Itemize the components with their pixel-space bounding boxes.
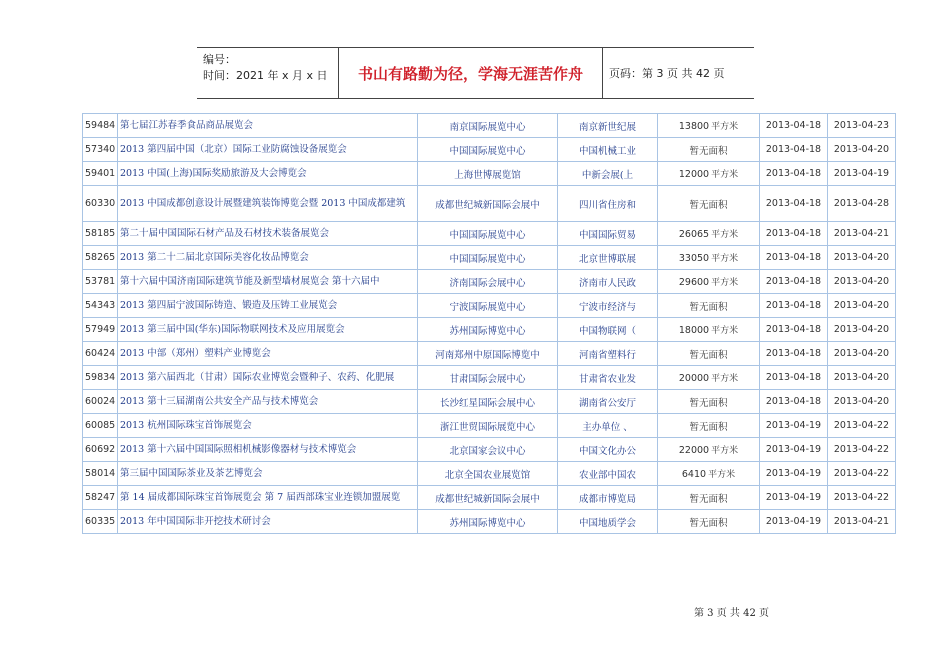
exhibition-organizer: 中国机械工业 bbox=[558, 138, 658, 162]
table-row bbox=[83, 438, 896, 462]
exhibition-organizer: 四川省住房和 bbox=[558, 186, 658, 222]
start-date: 2013-04-18 bbox=[760, 342, 828, 366]
end-date: 2013-04-23 bbox=[828, 114, 896, 138]
exhibition-name[interactable]: 2013 中国(上海)国际奖励旅游及大会博览会 bbox=[118, 162, 418, 186]
exhibition-id: 58014 bbox=[83, 462, 118, 486]
exhibition-name[interactable]: 2013 年中国国际非开挖技术研讨会 bbox=[118, 510, 418, 534]
exhibition-venue: 苏州国际博览中心 bbox=[418, 510, 558, 534]
exhibition-id: 60692 bbox=[83, 438, 118, 462]
area-value: 26065 bbox=[678, 229, 710, 240]
exhibition-venue: 宁波国际展览中心 bbox=[418, 294, 558, 318]
exhibition-id: 60335 bbox=[83, 510, 118, 534]
area-value: 暂无面积 bbox=[689, 301, 728, 313]
area-unit: 平方米 bbox=[711, 230, 739, 240]
time-label: 时间：2021 年 x 月 x 日 bbox=[203, 69, 328, 82]
end-date: 2013-04-19 bbox=[828, 162, 896, 186]
exhibition-organizer: 中国地质学会 bbox=[558, 510, 658, 534]
start-date: 2013-04-19 bbox=[760, 438, 828, 462]
exhibition-id: 59484 bbox=[83, 114, 118, 138]
exhibition-venue: 浙江世贸国际展览中心 bbox=[418, 414, 558, 438]
exhibition-organizer: 中新会展(上 bbox=[558, 162, 658, 186]
header-page-number: 页码：第 3 页 共 42 页 bbox=[609, 67, 725, 80]
exhibition-name[interactable]: 第十六届中国济南国际建筑节能及新型墙材展览会 第十六届中 bbox=[118, 270, 418, 294]
exhibition-area bbox=[658, 510, 760, 534]
exhibition-area bbox=[658, 294, 760, 318]
table-row bbox=[83, 114, 896, 138]
exhibition-id: 60424 bbox=[83, 342, 118, 366]
end-date: 2013-04-22 bbox=[828, 462, 896, 486]
table-row bbox=[83, 390, 896, 414]
exhibition-name[interactable]: 第七届江苏春季食品商品展览会 bbox=[118, 114, 418, 138]
exhibition-table-body bbox=[83, 114, 896, 534]
exhibition-name[interactable]: 2013 中部（郑州）塑料产业博览会 bbox=[118, 342, 418, 366]
start-date: 2013-04-19 bbox=[760, 414, 828, 438]
exhibition-id: 60085 bbox=[83, 414, 118, 438]
exhibition-venue: 河南郑州中原国际博览中 bbox=[418, 342, 558, 366]
area-unit: 平方米 bbox=[711, 374, 739, 384]
exhibition-venue: 成都世纪城新国际会展中 bbox=[418, 486, 558, 510]
end-date: 2013-04-28 bbox=[828, 186, 896, 222]
exhibition-organizer: 成都市博览局 bbox=[558, 486, 658, 510]
end-date: 2013-04-21 bbox=[828, 222, 896, 246]
exhibition-name[interactable]: 2013 第四届中国（北京）国际工业防腐蚀设备展览会 bbox=[118, 138, 418, 162]
exhibition-area bbox=[658, 462, 760, 486]
number-label: 编号： bbox=[203, 53, 236, 66]
exhibition-venue: 中国国际展览中心 bbox=[418, 138, 558, 162]
area-value: 暂无面积 bbox=[689, 199, 728, 211]
exhibition-area bbox=[658, 246, 760, 270]
end-date: 2013-04-20 bbox=[828, 246, 896, 270]
exhibition-area bbox=[658, 186, 760, 222]
start-date: 2013-04-18 bbox=[760, 246, 828, 270]
exhibition-id: 60024 bbox=[83, 390, 118, 414]
table-row bbox=[83, 222, 896, 246]
end-date: 2013-04-20 bbox=[828, 390, 896, 414]
table-row bbox=[83, 318, 896, 342]
exhibition-venue: 中国国际展览中心 bbox=[418, 222, 558, 246]
exhibition-venue: 北京国家会议中心 bbox=[418, 438, 558, 462]
area-unit: 平方米 bbox=[711, 254, 739, 264]
end-date: 2013-04-21 bbox=[828, 510, 896, 534]
exhibition-area bbox=[658, 366, 760, 390]
area-value: 33050 bbox=[678, 253, 710, 264]
exhibition-name[interactable]: 2013 第二十二届北京国际美容化妆品博览会 bbox=[118, 246, 418, 270]
start-date: 2013-04-18 bbox=[760, 294, 828, 318]
exhibition-name[interactable]: 2013 第十六届中国国际照相机械影像器材与技术博览会 bbox=[118, 438, 418, 462]
area-unit: 平方米 bbox=[711, 446, 739, 456]
area-unit: 平方米 bbox=[711, 122, 739, 132]
start-date: 2013-04-18 bbox=[760, 114, 828, 138]
start-date: 2013-04-18 bbox=[760, 366, 828, 390]
end-date: 2013-04-22 bbox=[828, 414, 896, 438]
start-date: 2013-04-18 bbox=[760, 138, 828, 162]
end-date: 2013-04-22 bbox=[828, 438, 896, 462]
exhibition-table bbox=[82, 113, 896, 534]
exhibition-venue: 北京全国农业展览馆 bbox=[418, 462, 558, 486]
exhibition-name[interactable]: 2013 杭州国际珠宝首饰展览会 bbox=[118, 414, 418, 438]
page-header bbox=[197, 47, 754, 99]
table-row bbox=[83, 270, 896, 294]
table-row bbox=[83, 162, 896, 186]
area-value: 暂无面积 bbox=[689, 421, 728, 433]
start-date: 2013-04-18 bbox=[760, 186, 828, 222]
exhibition-venue: 苏州国际博览中心 bbox=[418, 318, 558, 342]
exhibition-name[interactable]: 2013 第四届宁波国际铸造、锻造及压铸工业展览会 bbox=[118, 294, 418, 318]
exhibition-area bbox=[658, 342, 760, 366]
exhibition-id: 57949 bbox=[83, 318, 118, 342]
end-date: 2013-04-20 bbox=[828, 294, 896, 318]
area-unit: 平方米 bbox=[711, 326, 739, 336]
area-value: 暂无面积 bbox=[689, 349, 728, 361]
exhibition-name[interactable]: 第三届中国国际茶业及茶艺博览会 bbox=[118, 462, 418, 486]
exhibition-area bbox=[658, 486, 760, 510]
area-value: 22000 bbox=[678, 445, 710, 456]
exhibition-organizer: 中国物联网（ bbox=[558, 318, 658, 342]
page-footer: 第 3 页 共 42 页 bbox=[694, 608, 769, 619]
area-value: 18000 bbox=[678, 325, 710, 336]
exhibition-name[interactable]: 2013 第三届中国(华东)国际物联网技术及应用展览会 bbox=[118, 318, 418, 342]
exhibition-organizer: 宁波市经济与 bbox=[558, 294, 658, 318]
area-value: 暂无面积 bbox=[689, 517, 728, 529]
exhibition-id: 59401 bbox=[83, 162, 118, 186]
table-row bbox=[83, 342, 896, 366]
table-row bbox=[83, 294, 896, 318]
exhibition-organizer: 主办单位 、 bbox=[558, 414, 658, 438]
exhibition-id: 57340 bbox=[83, 138, 118, 162]
header-motto: 书山有路勤为径，学海无涯苦作舟 bbox=[339, 48, 603, 98]
exhibition-area bbox=[658, 114, 760, 138]
exhibition-organizer: 甘肃省农业发 bbox=[558, 366, 658, 390]
exhibition-area bbox=[658, 270, 760, 294]
end-date: 2013-04-22 bbox=[828, 486, 896, 510]
start-date: 2013-04-19 bbox=[760, 462, 828, 486]
area-value: 13800 bbox=[678, 121, 710, 132]
exhibition-id: 53781 bbox=[83, 270, 118, 294]
exhibition-name[interactable]: 2013 第十三届湖南公共安全产品与技术博览会 bbox=[118, 390, 418, 414]
exhibition-venue: 长沙红星国际会展中心 bbox=[418, 390, 558, 414]
area-value: 暂无面积 bbox=[689, 145, 728, 157]
table-row bbox=[83, 186, 896, 222]
exhibition-organizer: 南京新世纪展 bbox=[558, 114, 658, 138]
exhibition-area bbox=[658, 438, 760, 462]
end-date: 2013-04-20 bbox=[828, 270, 896, 294]
table-row bbox=[83, 510, 896, 534]
exhibition-id: 60330 bbox=[83, 186, 118, 222]
exhibition-organizer: 中国文化办公 bbox=[558, 438, 658, 462]
exhibition-name[interactable]: 2013 中国成都创意设计展暨建筑装饰博览会暨 2013 中国成都建筑 bbox=[118, 186, 418, 222]
exhibition-venue: 济南国际会展中心 bbox=[418, 270, 558, 294]
area-value: 6410 bbox=[681, 469, 707, 480]
exhibition-organizer: 河南省塑料行 bbox=[558, 342, 658, 366]
exhibition-id: 59834 bbox=[83, 366, 118, 390]
exhibition-name[interactable]: 第 14 届成都国际珠宝首饰展览会 第 7 届西部珠宝业连锁加盟展览 bbox=[118, 486, 418, 510]
exhibition-name[interactable]: 第二十届中国国际石材产品及石材技术装备展览会 bbox=[118, 222, 418, 246]
exhibition-organizer: 中国国际贸易 bbox=[558, 222, 658, 246]
exhibition-organizer: 北京世博联展 bbox=[558, 246, 658, 270]
table-row bbox=[83, 462, 896, 486]
exhibition-name[interactable]: 2013 第六届西北（甘肃）国际农业博览会暨种子、农药、化肥展 bbox=[118, 366, 418, 390]
exhibition-organizer: 湖南省公安厅 bbox=[558, 390, 658, 414]
exhibition-id: 58265 bbox=[83, 246, 118, 270]
table-row bbox=[83, 138, 896, 162]
table-row bbox=[83, 486, 896, 510]
area-value: 29600 bbox=[678, 277, 710, 288]
area-unit: 平方米 bbox=[711, 170, 739, 180]
exhibition-venue: 南京国际展览中心 bbox=[418, 114, 558, 138]
exhibition-venue: 甘肃国际会展中心 bbox=[418, 366, 558, 390]
exhibition-area bbox=[658, 222, 760, 246]
exhibition-area bbox=[658, 414, 760, 438]
start-date: 2013-04-18 bbox=[760, 270, 828, 294]
exhibition-venue: 中国国际展览中心 bbox=[418, 246, 558, 270]
exhibition-id: 54343 bbox=[83, 294, 118, 318]
area-value: 暂无面积 bbox=[689, 397, 728, 409]
area-value: 12000 bbox=[678, 169, 710, 180]
exhibition-area bbox=[658, 162, 760, 186]
area-unit: 平方米 bbox=[708, 470, 736, 480]
end-date: 2013-04-20 bbox=[828, 138, 896, 162]
header-info bbox=[197, 48, 339, 98]
exhibition-id: 58247 bbox=[83, 486, 118, 510]
exhibition-venue: 上海世博展览馆 bbox=[418, 162, 558, 186]
start-date: 2013-04-18 bbox=[760, 390, 828, 414]
area-value: 暂无面积 bbox=[689, 493, 728, 505]
end-date: 2013-04-20 bbox=[828, 318, 896, 342]
exhibition-area bbox=[658, 138, 760, 162]
table-row bbox=[83, 414, 896, 438]
exhibition-area bbox=[658, 390, 760, 414]
area-unit: 平方米 bbox=[711, 278, 739, 288]
exhibition-id: 58185 bbox=[83, 222, 118, 246]
end-date: 2013-04-20 bbox=[828, 366, 896, 390]
exhibition-venue: 成都世纪城新国际会展中 bbox=[418, 186, 558, 222]
start-date: 2013-04-19 bbox=[760, 510, 828, 534]
start-date: 2013-04-18 bbox=[760, 318, 828, 342]
start-date: 2013-04-18 bbox=[760, 162, 828, 186]
table-row bbox=[83, 366, 896, 390]
exhibition-organizer: 农业部中国农 bbox=[558, 462, 658, 486]
area-value: 20000 bbox=[678, 373, 710, 384]
start-date: 2013-04-19 bbox=[760, 486, 828, 510]
start-date: 2013-04-18 bbox=[760, 222, 828, 246]
exhibition-area bbox=[658, 318, 760, 342]
exhibition-organizer: 济南市人民政 bbox=[558, 270, 658, 294]
table-row bbox=[83, 246, 896, 270]
end-date: 2013-04-20 bbox=[828, 342, 896, 366]
